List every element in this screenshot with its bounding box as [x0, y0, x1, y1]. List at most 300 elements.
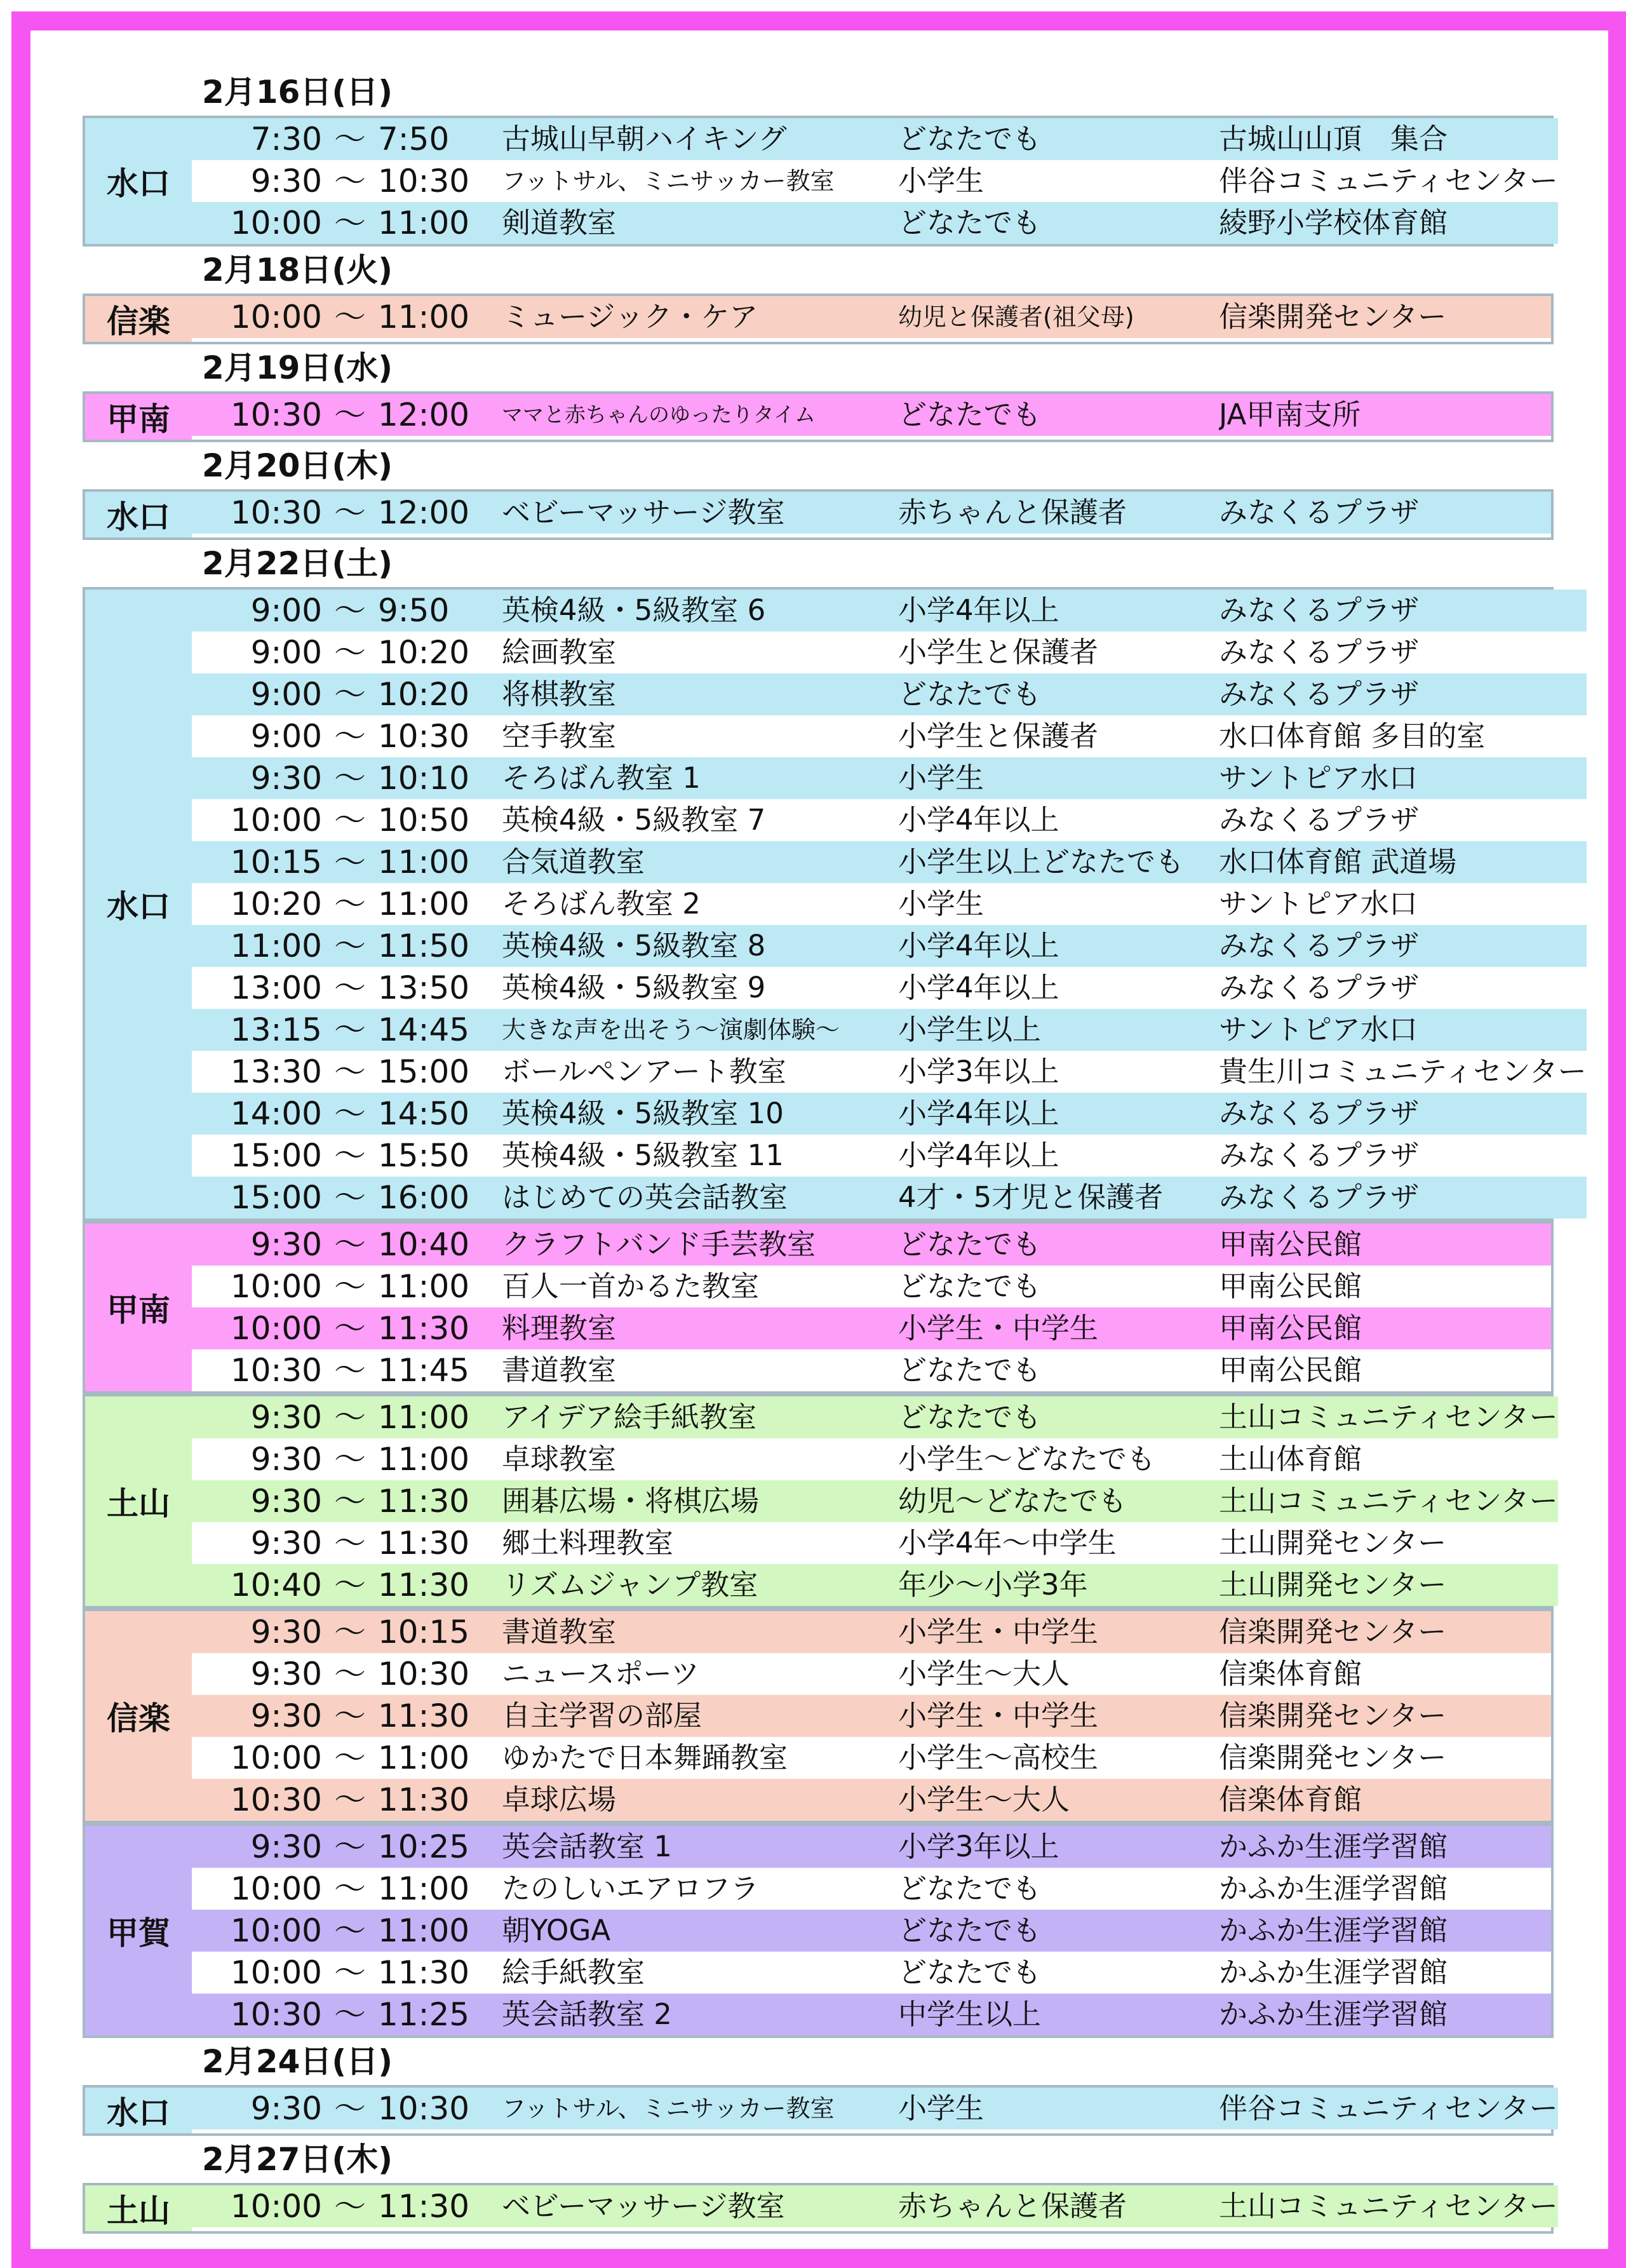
event-target: 小学生 — [898, 2091, 984, 2125]
event-name: 英検4級・5級教室 6 — [502, 593, 766, 627]
event-row — [192, 296, 1551, 338]
event-time — [192, 1396, 502, 1438]
event-name: 英会話教室 2 — [502, 1997, 672, 2031]
event-row — [192, 2185, 1558, 2227]
event-target: 小学生以上 — [898, 1013, 1042, 1046]
event-target: 4才・5才児と保護者 — [898, 1180, 1164, 1214]
event-name: ミュージック・ケア — [502, 300, 758, 334]
start-time: 10:00 — [230, 2188, 322, 2225]
event-target: 小学生と保護者 — [898, 635, 1099, 669]
event-name: 朝YOGA — [502, 1914, 611, 1947]
start-time: 10:30 — [230, 396, 322, 433]
time-separator: 〜 — [334, 1268, 366, 1305]
region-label: 信楽 — [85, 1611, 192, 1821]
event-venue: 水口体育館 多目的室 — [1219, 719, 1486, 753]
region-label: 土山 — [85, 2185, 192, 2231]
start-time: 9:30 — [250, 163, 322, 199]
event-venue: 綾野小学校体育館 — [1219, 206, 1448, 240]
event-venue: 貴生川コミュニティセンター — [1219, 1055, 1587, 1088]
event-row — [192, 925, 1587, 967]
start-time: 10:00 — [230, 1954, 322, 1991]
event-time — [192, 1868, 502, 1910]
event-target: どなたでも — [898, 122, 1042, 156]
time-separator: 〜 — [334, 1525, 366, 1562]
start-time: 9:30 — [250, 1828, 322, 1865]
region-group — [83, 2085, 1558, 2136]
time-separator: 〜 — [334, 1996, 366, 2033]
time-separator: 〜 — [334, 592, 366, 629]
date-heading: 2月18日(火) — [202, 252, 393, 288]
event-venue: 甲南公民館 — [1219, 1269, 1362, 1303]
start-time: 10:00 — [230, 802, 322, 839]
event-rows — [192, 1826, 1551, 2035]
event-row — [192, 1093, 1587, 1135]
end-time: 10:50 — [378, 802, 470, 839]
start-time: 9:00 — [250, 676, 322, 713]
time-separator: 〜 — [334, 1053, 366, 1090]
event-venue: 信楽体育館 — [1219, 1657, 1362, 1691]
end-time: 16:00 — [378, 1179, 470, 1216]
event-row — [192, 2088, 1558, 2130]
event-row — [192, 1779, 1551, 1821]
event-venue: サントピア水口 — [1219, 1013, 1418, 1046]
event-venue: 土山コミュニティセンター — [1219, 1400, 1558, 1434]
event-row — [192, 1438, 1558, 1480]
event-name: たのしいエアロフラ — [502, 1872, 760, 1905]
end-time: 12:00 — [378, 396, 470, 433]
end-time: 11:45 — [378, 1352, 470, 1389]
event-row — [192, 1653, 1551, 1695]
event-time — [192, 2185, 502, 2227]
end-time: 11:00 — [378, 1870, 470, 1907]
event-name: ママと赤ちゃんのゆったりタイム — [502, 402, 816, 427]
region-group — [83, 489, 1554, 540]
start-time: 9:00 — [250, 718, 322, 755]
event-venue: かふか生涯学習館 — [1219, 1872, 1448, 1905]
time-separator: 〜 — [334, 676, 366, 713]
start-time: 10:30 — [230, 1996, 322, 2033]
event-target: どなたでも — [898, 206, 1042, 240]
event-name: 英検4級・5級教室 8 — [502, 929, 766, 962]
event-rows — [192, 2185, 1558, 2231]
time-separator: 〜 — [334, 494, 366, 531]
event-row — [192, 1611, 1551, 1653]
event-time — [192, 1438, 502, 1480]
time-separator: 〜 — [334, 928, 366, 964]
event-venue: みなくるプラザ — [1219, 1138, 1420, 1172]
event-time — [192, 1009, 502, 1051]
start-time: 9:30 — [250, 1656, 322, 1692]
event-row — [192, 757, 1587, 799]
date-heading: 2月16日(日) — [202, 74, 393, 111]
event-rows — [192, 1224, 1551, 1391]
time-separator: 〜 — [334, 205, 366, 241]
start-time: 10:00 — [230, 1870, 322, 1907]
event-row — [192, 118, 1558, 160]
time-separator: 〜 — [334, 1352, 366, 1389]
event-venue: 伴谷コミュニティセンター — [1219, 2091, 1558, 2125]
event-rows — [192, 590, 1587, 1218]
event-target: どなたでも — [898, 1872, 1042, 1905]
end-time: 10:40 — [378, 1226, 470, 1263]
event-time — [192, 160, 502, 202]
event-time — [192, 1826, 502, 1868]
event-target: 小学生 — [898, 761, 984, 795]
event-time — [192, 1611, 502, 1653]
event-time — [192, 1522, 502, 1564]
event-rows — [192, 118, 1558, 244]
event-venue: JA甲南支所 — [1219, 398, 1361, 431]
event-target: どなたでも — [898, 1227, 1042, 1261]
end-time: 11:30 — [378, 1525, 470, 1562]
event-name: そろばん教室 2 — [502, 887, 701, 921]
time-separator: 〜 — [334, 1656, 366, 1692]
end-time: 11:00 — [378, 1268, 470, 1305]
end-time: 11:30 — [378, 2188, 470, 2225]
event-row — [192, 799, 1587, 841]
event-venue: 信楽開発センター — [1219, 300, 1447, 334]
event-target: 小学生〜どなたでも — [898, 1442, 1156, 1476]
region-group — [83, 1221, 1554, 1394]
event-rows — [192, 492, 1551, 537]
time-separator: 〜 — [334, 1614, 366, 1650]
time-separator: 〜 — [334, 2188, 366, 2225]
event-name: 料理教室 — [502, 1311, 617, 1345]
event-venue: みなくるプラザ — [1219, 803, 1420, 837]
region-group — [83, 1609, 1554, 1823]
end-time: 11:00 — [378, 844, 470, 881]
event-time — [192, 1564, 502, 1606]
event-time — [192, 883, 502, 925]
event-time — [192, 673, 502, 715]
time-separator: 〜 — [334, 1739, 366, 1776]
event-row — [192, 715, 1587, 757]
region-group — [83, 1394, 1558, 1609]
region-label: 甲賀 — [85, 1826, 192, 2035]
time-separator: 〜 — [334, 1781, 366, 1818]
event-venue: かふか生涯学習館 — [1219, 1955, 1448, 1989]
event-name: フットサル、ミニサッカー教室 — [502, 167, 835, 195]
time-separator: 〜 — [334, 718, 366, 755]
start-time: 13:30 — [230, 1053, 322, 1090]
event-name: 卓球教室 — [502, 1442, 617, 1476]
time-separator: 〜 — [334, 2090, 366, 2127]
event-target: 小学生 — [898, 164, 984, 198]
event-target: どなたでも — [898, 677, 1042, 711]
event-target: 小学生〜大人 — [898, 1783, 1070, 1816]
event-rows — [192, 2088, 1558, 2133]
start-time: 9:30 — [250, 1226, 322, 1263]
end-time: 10:30 — [378, 163, 470, 199]
event-time — [192, 1480, 502, 1522]
end-time: 10:20 — [378, 676, 470, 713]
region-group — [83, 1823, 1554, 2038]
event-venue: みなくるプラザ — [1219, 929, 1420, 962]
event-time — [192, 1779, 502, 1821]
start-time: 9:30 — [250, 2090, 322, 2127]
event-time — [192, 1177, 502, 1218]
region-label: 水口 — [85, 2088, 192, 2133]
start-time: 9:30 — [250, 1525, 322, 1562]
event-name: 大きな声を出そう〜演劇体験〜 — [502, 1016, 840, 1044]
time-separator: 〜 — [334, 1954, 366, 1991]
end-time: 9:50 — [378, 592, 450, 629]
time-separator: 〜 — [334, 1828, 366, 1865]
region-label: 信楽 — [85, 296, 192, 342]
time-separator: 〜 — [334, 802, 366, 839]
event-time — [192, 492, 502, 534]
end-time: 10:30 — [378, 1656, 470, 1692]
event-time — [192, 1910, 502, 1952]
event-name: リズムジャンプ教室 — [502, 1568, 758, 1602]
event-target: 小学生 — [898, 887, 984, 921]
event-name: アイデア絵手紙教室 — [502, 1400, 756, 1434]
time-separator: 〜 — [334, 1483, 366, 1520]
end-time: 10:30 — [378, 2090, 470, 2127]
event-target: 小学4年以上 — [898, 929, 1059, 962]
event-name: 空手教室 — [502, 719, 617, 753]
event-venue: 土山コミュニティセンター — [1219, 1484, 1558, 1518]
event-venue: みなくるプラザ — [1219, 677, 1420, 711]
event-time — [192, 967, 502, 1009]
event-venue: 水口体育館 武道場 — [1219, 845, 1457, 879]
event-venue: かふか生涯学習館 — [1219, 1914, 1448, 1947]
event-venue: 信楽開発センター — [1219, 1699, 1447, 1732]
event-venue: みなくるプラザ — [1219, 1097, 1420, 1130]
region-label: 水口 — [85, 492, 192, 537]
time-separator: 〜 — [334, 1179, 366, 1216]
event-venue: サントピア水口 — [1219, 761, 1418, 795]
event-time — [192, 118, 502, 160]
event-row — [192, 631, 1587, 673]
event-venue: 信楽開発センター — [1219, 1615, 1447, 1649]
end-time: 15:50 — [378, 1137, 470, 1174]
event-row — [192, 1396, 1558, 1438]
event-name: 合気道教室 — [502, 845, 645, 879]
event-target: どなたでも — [898, 398, 1042, 431]
event-rows — [192, 1611, 1551, 1821]
event-row — [192, 1952, 1551, 1994]
event-name: 自主学習の部屋 — [502, 1699, 702, 1732]
region-label: 甲南 — [85, 1224, 192, 1391]
event-name: 古城山早朝ハイキング — [502, 122, 787, 156]
event-venue: 土山開発センター — [1219, 1526, 1447, 1560]
event-target: 小学4年以上 — [898, 593, 1059, 627]
event-time — [192, 715, 502, 757]
event-name: ベビーマッサージ教室 — [502, 2189, 785, 2223]
event-name: ベビーマッサージ教室 — [502, 496, 785, 529]
start-time: 10:00 — [230, 1268, 322, 1305]
start-time: 9:00 — [250, 634, 322, 671]
event-name: 英検4級・5級教室 7 — [502, 803, 766, 837]
event-name: 英会話教室 1 — [502, 1830, 672, 1863]
start-time: 15:00 — [230, 1137, 322, 1174]
end-time: 14:45 — [378, 1011, 470, 1048]
start-time: 9:00 — [250, 592, 322, 629]
event-name: 絵画教室 — [502, 635, 617, 669]
event-venue: 甲南公民館 — [1219, 1353, 1362, 1387]
end-time: 11:30 — [378, 1954, 470, 1991]
event-time — [192, 202, 502, 244]
event-time — [192, 1051, 502, 1093]
event-venue: かふか生涯学習館 — [1219, 1830, 1448, 1863]
event-time — [192, 590, 502, 631]
time-separator: 〜 — [334, 969, 366, 1006]
region-label: 水口 — [85, 118, 192, 244]
time-separator: 〜 — [334, 1912, 366, 1949]
start-time: 10:00 — [230, 205, 322, 241]
event-target: 小学3年以上 — [898, 1830, 1059, 1863]
event-venue: みなくるプラザ — [1219, 593, 1420, 627]
time-separator: 〜 — [334, 1095, 366, 1132]
event-row — [192, 1224, 1551, 1266]
end-time: 12:00 — [378, 494, 470, 531]
time-separator: 〜 — [334, 1441, 366, 1478]
start-time: 15:00 — [230, 1179, 322, 1216]
start-time: 10:00 — [230, 1739, 322, 1776]
end-time: 14:50 — [378, 1095, 470, 1132]
start-time: 9:30 — [250, 1483, 322, 1520]
event-row — [192, 1135, 1587, 1177]
event-name: ニュースポーツ — [502, 1657, 699, 1691]
event-name: 囲碁広場・将棋広場 — [502, 1484, 760, 1518]
date-heading: 2月24日(日) — [202, 2043, 393, 2080]
event-target: 小学生と保護者 — [898, 719, 1099, 753]
time-separator: 〜 — [334, 121, 366, 158]
event-time — [192, 1307, 502, 1349]
event-venue: みなくるプラザ — [1219, 496, 1420, 529]
event-time — [192, 1994, 502, 2035]
start-time: 10:15 — [230, 844, 322, 881]
event-target: 小学4年以上 — [898, 803, 1059, 837]
event-venue: 土山開発センター — [1219, 1568, 1447, 1602]
event-time — [192, 925, 502, 967]
event-name: フットサル、ミニサッカー教室 — [502, 2095, 835, 2123]
event-target: 小学4年以上 — [898, 1097, 1059, 1130]
end-time: 11:00 — [378, 886, 470, 922]
event-target: どなたでも — [898, 1955, 1042, 1989]
event-row — [192, 1480, 1558, 1522]
time-separator: 〜 — [334, 1226, 366, 1263]
event-name: ボールペンアート教室 — [502, 1055, 786, 1088]
start-time: 10:30 — [230, 494, 322, 531]
event-row — [192, 492, 1551, 534]
event-venue: 甲南公民館 — [1219, 1227, 1362, 1261]
event-name: そろばん教室 1 — [502, 761, 701, 795]
end-time: 13:50 — [378, 969, 470, 1006]
start-time: 14:00 — [230, 1095, 322, 1132]
end-time: 7:50 — [378, 121, 450, 158]
start-time: 9:30 — [250, 760, 322, 797]
region-label: 甲南 — [85, 394, 192, 440]
date-heading: 2月22日(土) — [202, 545, 393, 582]
region-group — [83, 391, 1554, 442]
time-separator: 〜 — [334, 760, 366, 797]
event-time — [192, 1224, 502, 1266]
time-separator: 〜 — [334, 1011, 366, 1048]
end-time: 10:25 — [378, 1828, 470, 1865]
event-name: 剣道教室 — [502, 206, 617, 240]
event-target: 赤ちゃんと保護者 — [898, 496, 1127, 529]
time-separator: 〜 — [334, 1137, 366, 1174]
end-time: 11:00 — [378, 1739, 470, 1776]
event-venue: 伴谷コミュニティセンター — [1219, 164, 1558, 198]
event-time — [192, 631, 502, 673]
start-time: 10:20 — [230, 886, 322, 922]
start-time: 7:30 — [250, 121, 322, 158]
event-row — [192, 1349, 1551, 1391]
event-row — [192, 1307, 1551, 1349]
time-separator: 〜 — [334, 1698, 366, 1734]
event-rows — [192, 394, 1551, 440]
start-time: 9:30 — [250, 1441, 322, 1478]
event-name: 書道教室 — [502, 1615, 617, 1649]
event-time — [192, 1135, 502, 1177]
event-row — [192, 841, 1587, 883]
event-time — [192, 1653, 502, 1695]
event-target: 小学生・中学生 — [898, 1311, 1099, 1345]
event-target: 小学生・中学生 — [898, 1615, 1099, 1649]
event-time — [192, 1695, 502, 1737]
start-time: 13:15 — [230, 1011, 322, 1048]
end-time: 11:50 — [378, 928, 470, 964]
event-target: 年少〜小学3年 — [898, 1568, 1088, 1602]
start-time: 10:00 — [230, 1912, 322, 1949]
event-target: どなたでも — [898, 1353, 1042, 1387]
end-time: 11:30 — [378, 1310, 470, 1347]
time-separator: 〜 — [334, 634, 366, 671]
schedule — [83, 69, 1587, 2234]
event-target: 小学4年以上 — [898, 971, 1059, 1004]
event-venue: サントピア水口 — [1219, 887, 1418, 921]
end-time: 11:30 — [378, 1567, 470, 1603]
event-name: 英検4級・5級教室 11 — [502, 1138, 784, 1172]
event-row — [192, 160, 1558, 202]
event-venue: 信楽開発センター — [1219, 1741, 1447, 1774]
event-row — [192, 673, 1587, 715]
start-time: 10:40 — [230, 1567, 322, 1603]
date-heading: 2月27日(木) — [202, 2141, 393, 2178]
time-separator: 〜 — [334, 299, 366, 335]
start-time: 10:00 — [230, 299, 322, 335]
end-time: 11:00 — [378, 1441, 470, 1478]
event-time — [192, 394, 502, 436]
time-separator: 〜 — [334, 1870, 366, 1907]
event-row — [192, 1695, 1551, 1737]
event-target: どなたでも — [898, 1400, 1042, 1434]
event-row — [192, 1737, 1551, 1779]
event-target: 幼児と保護者(祖父母) — [898, 303, 1134, 331]
event-name: ゆかたで日本舞踊教室 — [502, 1741, 788, 1774]
event-row — [192, 967, 1587, 1009]
event-venue: 古城山山頂 集合 — [1219, 122, 1448, 156]
start-time: 9:30 — [250, 1614, 322, 1650]
event-name: 将棋教室 — [502, 677, 617, 711]
end-time: 10:20 — [378, 634, 470, 671]
region-label: 土山 — [85, 1396, 192, 1606]
event-row — [192, 1177, 1587, 1218]
start-time: 10:30 — [230, 1352, 322, 1389]
event-time — [192, 1093, 502, 1135]
start-time: 10:00 — [230, 1310, 322, 1347]
event-target: どなたでも — [898, 1269, 1042, 1303]
event-name: 英検4級・5級教室 10 — [502, 1097, 784, 1130]
event-target: 小学4年以上 — [898, 1138, 1059, 1172]
event-venue: かふか生涯学習館 — [1219, 1997, 1448, 2031]
start-time: 9:30 — [250, 1698, 322, 1734]
date-heading: 2月20日(木) — [202, 447, 393, 484]
event-name: 英検4級・5級教室 9 — [502, 971, 766, 1004]
